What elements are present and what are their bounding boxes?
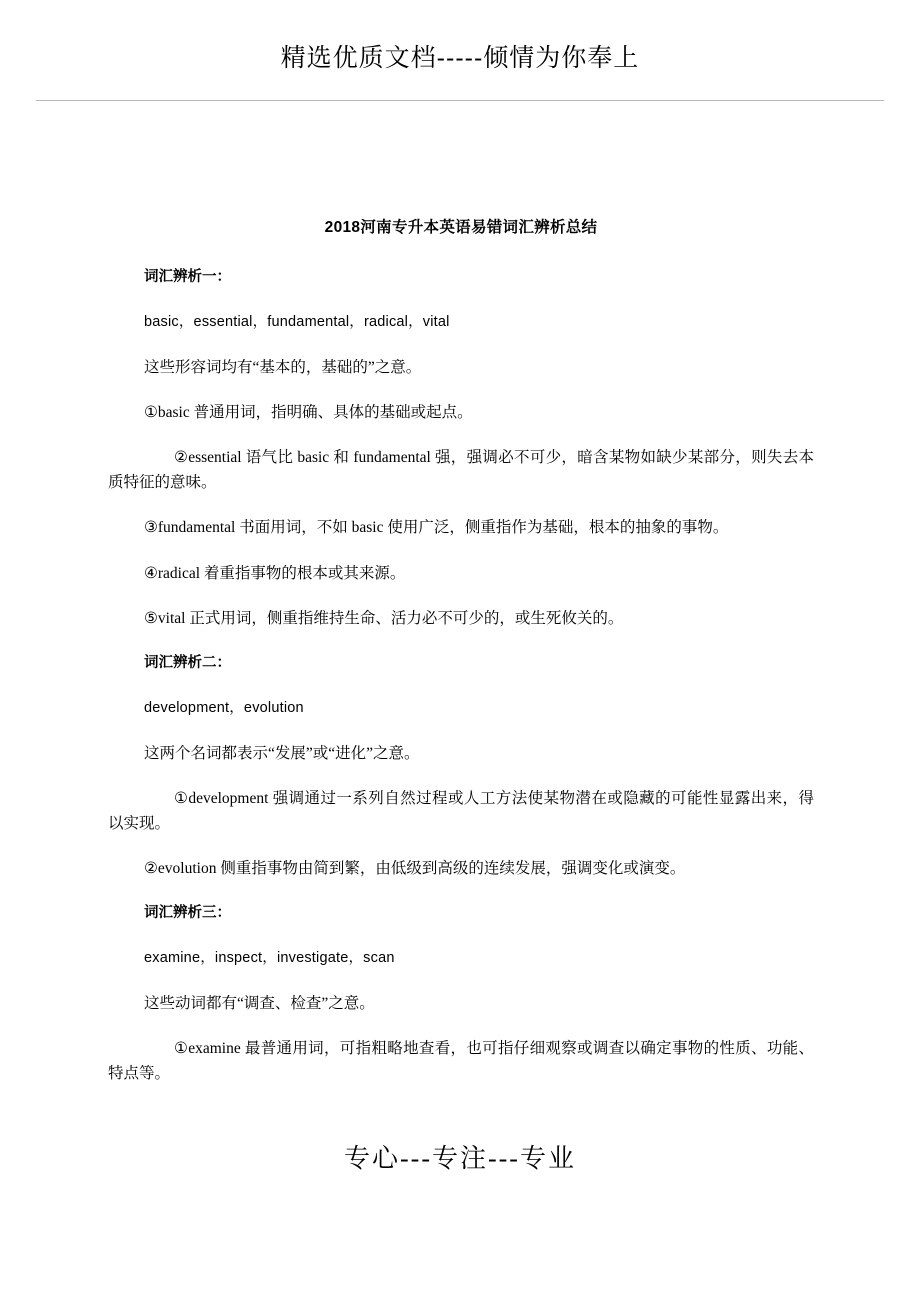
section-item-1-2: ②essential 语气比 basic 和 fundamental 强，强调必不可少，暗含某物如缺少某部分，则失去本质特征的意味。 [108,449,814,492]
page-header-banner: 精选优质文档-----倾情为你奉上 [280,44,640,72]
document-body [108,215,814,1107]
section-item-2-1: ①development 强调通过一系列自然过程或人工方法使某物潜在或隐藏的可能性显露出来，得以实现。 [108,789,814,832]
page-title: 2018河南专升本英语易错词汇辨析总结 [324,219,598,236]
section-item-2-2: ②evolution 侧重指事物由简到繁，由低级到高级的连续发展，强调变化或演变。 [144,860,686,878]
section-item-1-5: ⑤vital 正式用词，侧重指维持生命、活力必不可少的，或生死攸关的。 [144,609,624,627]
section-summary-2: 这两个名词都表示“发展”或“进化”之意。 [144,744,420,762]
section-item-1-3: ③fundamental 书面用词，不如 basic 使用广泛，侧重指作为基础，根本的抽象的事物。 [144,519,729,537]
section-item-1-4: ④radical 着重指事物的根本或其来源。 [144,564,406,582]
section-heading-3: 词汇辨析三： [144,905,231,922]
section-words-1: basic，essential，fundamental，radical，vital [144,314,450,330]
section-summary-1: 这些形容词均有“基本的，基础的”之意。 [144,359,422,376]
header-divider [36,100,884,101]
section-words-2: development，evolution [144,699,304,716]
section-heading-2: 词汇辨析二： [144,654,231,671]
section-heading-1: 词汇辨析一： [144,269,231,285]
section-item-3-1: ①examine 最普通用词，可指粗略地查看，也可指仔细观察或调查以确定事物的性质、功能、特点等。 [108,1040,814,1083]
section-item-1-1: ①basic 普通用词，指明确、具体的基础或起点。 [144,404,473,422]
section-summary-3: 这些动词都有“调查、检查”之意。 [144,995,375,1013]
page-footer-text: 专心---专注---专业 [344,1144,576,1173]
section-words-3: examine，inspect，investigate，scan [144,950,395,967]
